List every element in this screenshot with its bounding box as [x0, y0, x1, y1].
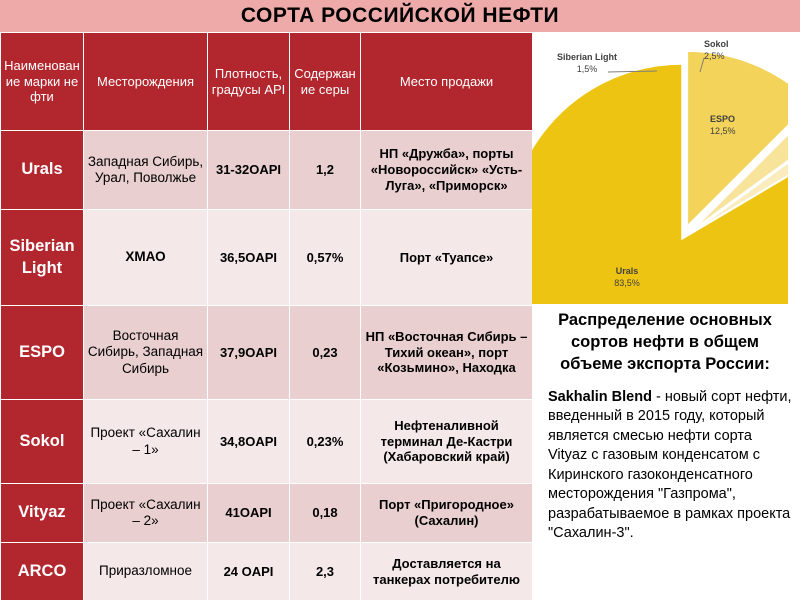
grade-density: 36,5ОAPI: [208, 210, 290, 306]
grade-field: Западная Сибирь, Урал, Поволжье: [84, 131, 208, 210]
grade-sale-place: Порт «Пригородное» (Сахалин): [361, 484, 533, 543]
table-row: [1, 543, 533, 601]
pie-label-urals: Urals: [615, 266, 639, 276]
grade-sulfur: 2,3: [290, 543, 361, 601]
grade-name: Siberian Light: [1, 210, 84, 306]
header-density: Плотность, градусы API: [208, 33, 290, 131]
page-title: СОРТА РОССИЙСКОЙ НЕФТИ: [240, 4, 560, 27]
grade-field: Проект «Сахалин – 2»: [84, 484, 208, 543]
grade-name: Vityaz: [1, 484, 84, 543]
export-share-pie-chart: [532, 34, 788, 304]
grade-name: ARCO: [1, 543, 84, 601]
grade-sulfur: 1,2: [290, 131, 361, 210]
header-grade-name: Наименование марки нефти: [1, 33, 84, 131]
grade-density: 24 ОAPI: [208, 543, 290, 601]
title-band: [0, 0, 800, 32]
grade-sale-place: НП «Восточная Сибирь – Тихий океан», порт «Козьмино», Находка: [361, 306, 533, 400]
grade-density: 31-32ОAPI: [208, 131, 290, 210]
header-fields: Месторождения: [84, 33, 208, 131]
grade-sale-place: Доставляется на танкерах потребителю: [361, 543, 533, 601]
grade-name: Sokol: [1, 400, 84, 484]
table-row: [1, 131, 533, 210]
grade-sale-place: Порт «Туапсе»: [361, 210, 533, 306]
oil-grades-table: [0, 32, 533, 601]
grade-sale-place: НП «Дружба», порты «Новороссийск» «Усть-Луга», «Приморск»: [361, 131, 533, 210]
header-sulfur: Содержание серы: [290, 33, 361, 131]
pie-value-urals: 83,5%: [614, 278, 640, 288]
grade-field: Восточная Сибирь, Западная Сибирь: [84, 306, 208, 400]
pie-label-siberian-light: Siberian Light: [556, 52, 618, 62]
sakhalin-blend-name: Sakhalin Blend: [548, 389, 652, 405]
table-row: [1, 210, 533, 306]
grade-field: Проект «Сахалин – 1»: [84, 400, 208, 484]
table-row: [1, 484, 533, 543]
grade-name: Urals: [1, 131, 84, 210]
grade-density: 34,8ОAPI: [208, 400, 290, 484]
pie-label-espo: ESPO: [710, 114, 736, 124]
grade-density: 41ОAPI: [208, 484, 290, 543]
sakhalin-blend-description: - новый сорт нефти, введенный в 2015 году, который является смесью нефти сорта Vityaz с газовым конденсатом с Киринского газоконденсатного месторождения "Газпрома", разрабатываемое в рамках проекта "Сахалин-3".: [548, 389, 792, 541]
table-row: [1, 400, 533, 484]
chart-caption: Распределение основных сортов нефти в общем объеме экспорта России:: [558, 311, 772, 373]
header-sale-place: Место продажи: [361, 33, 533, 131]
grade-sale-place: Нефтеналивной терминал Де-Кастри (Хабаровский край): [361, 400, 533, 484]
grade-field: ХМАО: [84, 210, 208, 306]
grade-sulfur: 0,18: [290, 484, 361, 543]
pie-label-sokol: Sokol: [704, 39, 729, 49]
grade-sulfur: 0,23: [290, 306, 361, 400]
table-row: [1, 306, 533, 400]
pie-value-sokol: 2,5%: [704, 51, 725, 61]
table-header-row: [1, 33, 533, 131]
sakhalin-blend-note: [548, 388, 792, 543]
grade-density: 37,9ОAPI: [208, 306, 290, 400]
pie-value-espo: 12,5%: [710, 126, 736, 136]
grade-sulfur: 0,23%: [290, 400, 361, 484]
grade-sulfur: 0,57%: [290, 210, 361, 306]
grade-field: Приразломное: [84, 543, 208, 601]
grade-name: ESPO: [1, 306, 84, 400]
pie-value-siberian-light: 1,5%: [576, 64, 598, 74]
